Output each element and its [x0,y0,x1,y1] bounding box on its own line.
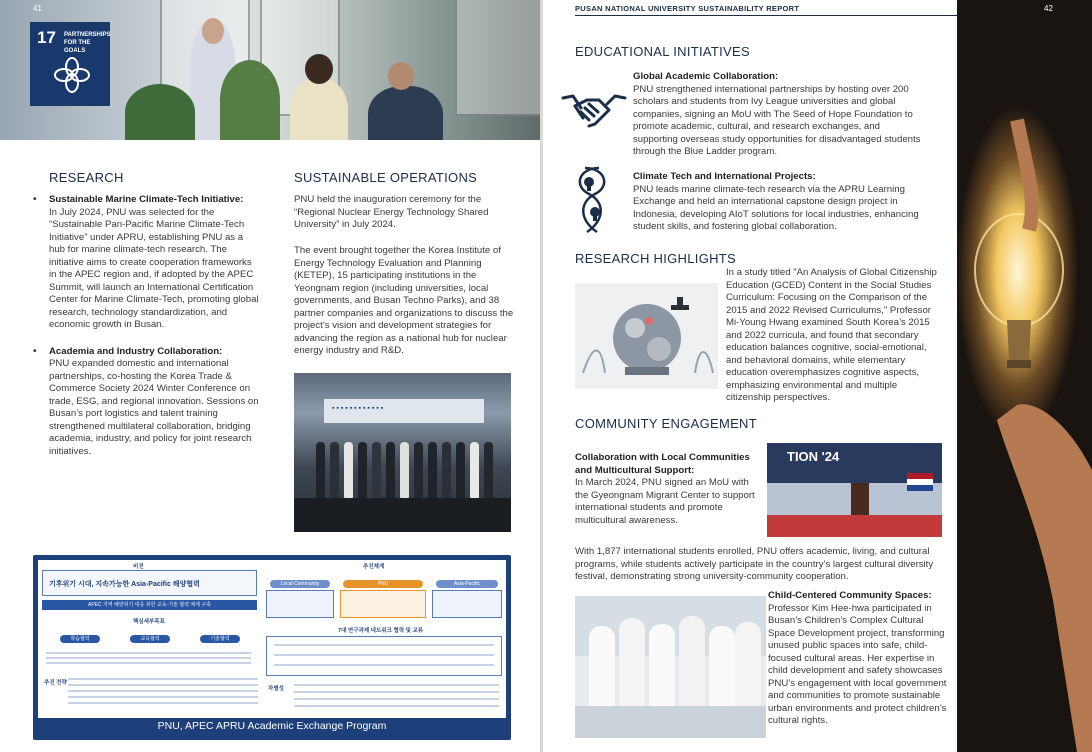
pill-learning: 학습협력 [60,635,100,643]
network-box [266,636,502,676]
person-figure [330,442,339,498]
person-figure [619,618,645,706]
text-line [274,664,494,666]
person-head [202,18,224,44]
person-figure [709,626,735,706]
running-header: PUSAN NATIONAL UNIVERSITY SUSTAINABILITY REPORT [575,4,800,13]
community-item-lead: Collaboration with Local Communities and Multicultural Support: [575,452,750,476]
plant [220,60,280,140]
page-number: 41 [33,4,42,13]
community-heading: COMMUNITY ENGAGEMENT [575,416,757,431]
person-figure [386,442,395,498]
research-heading: RESEARCH [49,170,124,185]
edu-item-lead: Climate Tech and International Projects: [633,171,816,182]
operations-paragraph-2: The event brought together the Korea Institute of Energy Technology Evaluation and Planning (KETEP), 15 participating institutions in the Yeongnam region (including universities, local governments, and Busan Techno Parks), and 38 partner companies and organizations to discuss the project’s vision and development strategies for advancing the region as a national hub for nuclear energy industry and R&D. [294,245,514,356]
operations-paragraph-1: PNU held the inauguration ceremony for the “Regional Nuclear Energy Technology Shared University” in July 2024. [294,194,489,230]
person-figure [344,442,353,498]
vision-label: 비전 [133,564,144,570]
text-line [68,702,258,704]
text-line [274,644,494,646]
pill-technology: 기술협력 [200,635,240,643]
vision-box [42,570,257,596]
system-label: 추진체계 [363,564,385,570]
event-banner-text: TION '24 [787,449,840,464]
person-figure [400,442,409,498]
page-number: 42 [1044,4,1053,13]
list-item [33,346,261,459]
text-line [68,684,258,686]
list-item-lead: • Academia and Industry Collaboration: [49,345,223,357]
stage-flowers [767,515,942,537]
asia-pacific-pill: Asia-Pacific [436,580,498,588]
sdg-title-line1: PARTNERSHIPS [64,32,111,38]
text-line [294,698,499,700]
pnu-pill: PNU [343,580,423,588]
sdg-badge [30,22,110,106]
person-figure [358,442,367,498]
side-lightbulb-photo [957,0,1092,752]
list-item-text: In July 2024, PNU was selected for the “Sustainable Pan-Pacific Marine Climate-Tech Initiative” under APRU, establishing PNU as a hub for marine climate-tech research. The initiative aims to create cooperation frameworks in the APEC region and, if adopted by the APEC Summit, will launch an International Certification Center for Marine Climate-Tech, promoting global research, technology standardization, and economic growth in Busan. [49,206,259,330]
text-line [68,678,258,680]
local-community-pill: Local Community [270,580,330,588]
person-figure [414,442,423,498]
taekwondo-photo [575,596,766,738]
list-item-lead: • Sustainable Marine Climate-Tech Initiative: [49,194,244,205]
apru-infographic [33,555,511,740]
sdg-number: 17 [37,28,56,47]
lightbulb-photo-graphic [957,0,1092,752]
text-line [46,657,251,659]
text-line [294,691,499,693]
research-highlights-text: In a study titled "An Analysis of Global Citizenship Education (GCED) Content in the Social Studies Curriculum: Focusing on the Comparison of the 2015 and 2022 Revised Curriculums," Professor Mi-Young Hwang examined South Korea’s 2015 and 2022 curricula, and found that secondary education balances cognitive, social-emotional, and behavioral domains, while elementary education overemphasizes cognitive aspects, emphasizing environmental and multiple citizenship perspectives. [726,267,937,403]
lightbulb-icon [569,164,615,241]
person-head [388,62,414,90]
text-line [68,696,258,698]
research-list [33,194,261,472]
edu-item-2 [633,171,923,234]
text-line [274,654,494,656]
community-item-2 [768,590,948,728]
left-page [0,0,540,752]
educational-heading: EDUCATIONAL INITIATIVES [575,44,750,59]
edu-item-lead: Global Academic Collaboration: [633,71,779,82]
tasks-label: 핵심세부목표 [133,619,165,625]
person-figure [290,78,348,140]
asia-box [432,590,502,618]
community-item-lead: Child-Centered Community Spaces: [768,590,932,601]
text-line [46,662,251,664]
figure-caption: PNU, APEC APRU Academic Exchange Program [157,720,387,732]
sdg-title-line2: FOR THE GOALS [64,40,91,54]
person-figure [456,442,465,498]
person-figure [589,626,615,706]
network-title: 7대 연구과제 네트워크 협력 및 교류 [338,628,424,634]
infographic-body [38,560,506,718]
community-item-text: Professor Kim Hee-hwa participated in Busan’s Children’s Complex Cultural Space Development project, transforming unused public spaces into safe, child-focused cultural areas. Her expertise in child development and safety showcases PNU’s engagement with local government and communities to promote sustainable urban environments and protect children’s cultural rights. [768,602,947,726]
text-line [46,652,251,654]
edu-item-1 [633,71,923,159]
floor [575,706,766,738]
local-box [266,590,334,618]
community-item-1 [575,452,763,527]
person-figure [679,616,705,706]
flag [907,473,933,491]
list-item-text: PNU expanded domestic and international partnerships, co-hosting the Korea Trade & Commerce Society 2024 Winter Conference on trade, ESG, and regional innovation. Sessions on Busan’s port logistics and talent training strengthened multilateral collaboration, bridging academia, industry, and policy for joint research initiatives. [49,358,259,457]
pnu-box [340,590,426,618]
pill-education: 교육협력 [130,635,170,643]
ceremony-photo [294,373,511,532]
plant [125,84,195,140]
community-item-text: In March 2024, PNU signed an MoU with the Gyeongnam Migrant Center to support international students and promote multicultural awareness. [575,477,755,526]
person-figure [649,624,675,706]
person-figure [368,86,443,140]
research-highlights-heading: RESEARCH HIGHLIGHTS [575,251,737,266]
person-figure [735,622,761,706]
window [455,0,540,116]
role-label: 추진 전략 [44,680,67,686]
sdg-title [64,31,111,55]
summary-label: 차별성 [268,686,284,692]
community-paragraph: With 1,877 international students enrolled, PNU offers academic, living, and cultural programs, while students actively participate in the country’s largest cultural diversity festival, demonstrating strong university-community cooperation. [575,546,934,582]
person-figure [372,442,381,498]
text-line [68,690,258,692]
ceremony-banner: ▪ ▪ ▪ ▪ ▪ ▪ ▪ ▪ ▪ ▪ ▪ ▪ [324,399,484,423]
person-head [305,54,333,84]
person-figure [484,442,493,498]
operations-heading: SUSTAINABLE OPERATIONS [294,170,478,185]
text-line [294,684,499,686]
text-line [294,705,499,707]
edu-item-text: PNU leads marine climate-tech research via the APRU Learning Exchange and held an international capstone design project in Indonesia, developing AIoT solutions for local industries, enhancing student skills, and fostering global collaboration. [633,183,919,232]
stage-floor [294,498,511,532]
goal-bar: APEC 지역 해양위기 대응 위한 교육·기술 협력 체계 구축 [42,600,257,610]
handshake-icon [561,88,627,137]
event-photo [767,443,942,537]
list-item [33,194,261,332]
right-page [543,0,957,752]
sdg-rings-icon [53,56,91,94]
globe-illustration [575,283,718,389]
person-figure [470,442,479,498]
person-figure [316,442,325,498]
header-rule [575,15,957,16]
vision-title: 기후위기 시대, 지속가능한 Asia-Pacific 해양협력 [49,581,200,588]
edu-item-text: PNU strengthened international partnerships by hosting over 200 scholars and students from Ivy League universities and global companies, signing an MoU with The Seed of Hope Foundation to promote academic, cultural, and research exchanges, and supporting overseas study opportunities for disadvantaged students through the Blue Ladder program. [633,83,921,157]
person-figure [428,442,437,498]
person-figure [442,442,451,498]
